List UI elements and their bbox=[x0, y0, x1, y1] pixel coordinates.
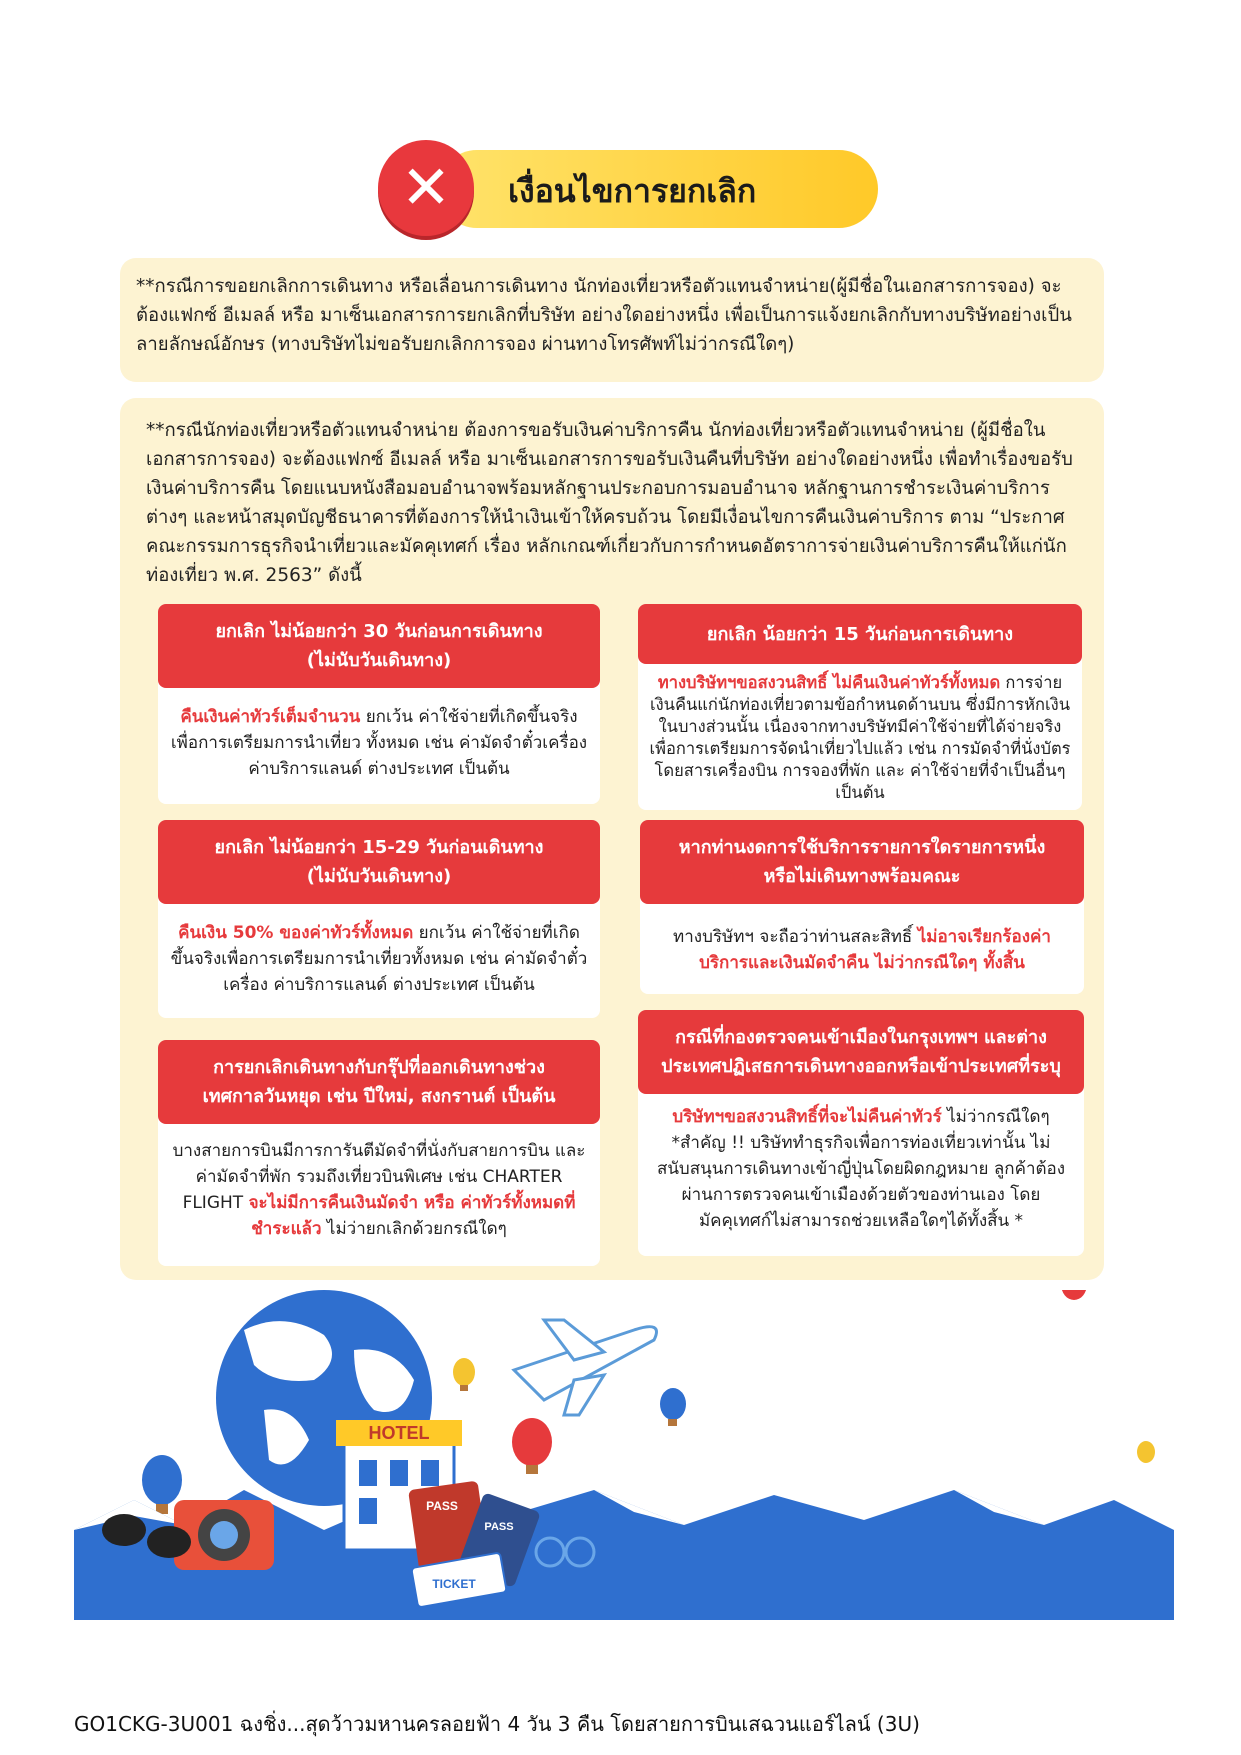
condition-card-subtitle: ประเทศปฏิเสธการเดินทางออกหรือเข้าประเทศที่ระบุ bbox=[661, 1056, 1061, 1077]
page-title: เงื่อนไขการยกเลิก bbox=[508, 172, 757, 210]
condition-card-under-15-days bbox=[638, 604, 1082, 810]
condition-text: การจ่ายเงินคืนแก่นักท่องเที่ยวตามข้อกำหนดด้านบน ซึ่งมีการหักเงินในบางส่วนนั้น เนื่องจากทางบริษัทมีค่าใช้จ่ายที่ได้จ่ายจริงเพื่อการเตรียมการจัดนำเที่ยวไปแล้ว เช่น การมัดจำที่นั่งบัตรโดยสารเครื่องบิน การจองที่พัก และ ค่าใช้จ่ายที่จำเป็นอื่นๆ เป็นต้น bbox=[649, 673, 1071, 802]
condition-card-body bbox=[168, 920, 590, 998]
condition-highlight: จะไม่มีการคืนเงินมัดจำ หรือ ค่าทัวร์ทั้งหมดที่ชำระแล้ว bbox=[248, 1193, 576, 1239]
condition-card-header bbox=[640, 820, 1084, 904]
travel-illustration bbox=[74, 1290, 1174, 1620]
condition-text: ทางบริษัทฯ จะถือว่าท่านสละสิทธิ์ bbox=[673, 927, 918, 947]
passport-label: PASS bbox=[426, 1499, 458, 1513]
condition-card-body bbox=[648, 1104, 1074, 1234]
hot-air-balloon-icon bbox=[512, 1418, 552, 1474]
condition-card-body bbox=[648, 672, 1072, 804]
condition-highlight: ทางบริษัทฯขอสงวนสิทธิ์ ไม่คืนเงินค่าทัวร์ทั้งหมด bbox=[657, 673, 1001, 692]
cancellation-notice-text: **กรณีการขอยกเลิกการเดินทาง หรือเลื่อนการเดินทาง นักท่องเที่ยวหรือตัวแทนจำหน่าย(ผู้มีชื่อในเอกสารการจอง) จะต้องแฟกซ์ อีเมลล์ หรือ มาเซ็นเอกสารการยกเลิกที่บริษัท อย่างใดอย่างหนึ่ง เพื่อเป็นการแจ้งยกเลิกกับทางบริษัทอย่างเป็นลายลักษณ์อักษร (ทางบริษัทไม่ขอรับยกเลิกการจอง ผ่านทางโทรศัพท์ไม่ว่ากรณีใดๆ) bbox=[136, 276, 1072, 355]
footer-text: GO1CKG-3U001 ฉงชิ่ง...สุดว้าวมหานครลอยฟ้า 4 วัน 3 คืน โดยสายการบินเสฉวนแอร์ไลน์ (3U) bbox=[74, 1712, 920, 1736]
condition-card-title: ยกเลิก ไม่น้อยกว่า 30 วันก่อนการเดินทาง bbox=[215, 621, 543, 642]
condition-highlight: คืนเงินค่าทัวร์เต็มจำนวน bbox=[180, 707, 361, 727]
page-header bbox=[378, 140, 878, 236]
hot-air-balloon-icon bbox=[1061, 1290, 1087, 1300]
condition-text: ไม่ว่ากรณีใดๆ *สำคัญ !! บริษัททำธุรกิจเพื่อการท่องเที่ยวเท่านั้น ไม่สนับสนุนการเดินทางเข้าญี่ปุ่นโดยผิดกฎหมาย ลูกค้าต้องผ่านการตรวจคนเข้าเมืองด้วยตัวของท่านเอง โดยมัคคุเทศก์ไม่สามารถช่วยเหลือใดๆได้ทั้งสิ้น * bbox=[656, 1107, 1066, 1231]
condition-text: บางสายการบินมีการการันตีมัดจำที่นั่งกับสายการบิน และค่ามัดจำที่พัก รวมถึงเที่ยวบินพิเศษ เช่น CHARTER FLIGHT bbox=[172, 1141, 586, 1213]
refund-notice bbox=[120, 398, 1104, 1280]
airplane-icon bbox=[514, 1320, 657, 1415]
condition-card-title: กรณีที่กองตรวจคนเข้าเมืองในกรุงเทพฯ และต่าง bbox=[675, 1027, 1047, 1048]
close-icon: ✕ bbox=[400, 153, 452, 223]
condition-card-15-29-days bbox=[158, 820, 600, 1018]
condition-card-header bbox=[158, 1040, 600, 1124]
condition-card-subtitle: หรือไม่เดินทางพร้อมคณะ bbox=[763, 866, 961, 887]
condition-card-title: ยกเลิก ไม่น้อยกว่า 15-29 วันก่อนเดินทาง bbox=[214, 837, 544, 858]
condition-card-title: ยกเลิก น้อยกว่า 15 วันก่อนการเดินทาง bbox=[706, 623, 1014, 645]
condition-highlight: บริษัทฯขอสงวนสิทธิ์ที่จะไม่คืนค่าทัวร์ bbox=[672, 1107, 942, 1127]
condition-highlight: ไม่อาจเรียกร้องค่าบริการและเงินมัดจำคืน ไม่ว่ากรณีใดๆ ทั้งสิ้น bbox=[699, 927, 1051, 973]
condition-card-30-days bbox=[158, 604, 600, 804]
condition-card-title: การยกเลิกเดินทางกับกรุ๊ปที่ออกเดินทางช่วง bbox=[213, 1057, 545, 1078]
ticket-label: TICKET bbox=[432, 1577, 476, 1591]
condition-text: ไม่ว่ายกเลิกด้วยกรณีใดๆ bbox=[321, 1219, 507, 1239]
passport-label: PASS bbox=[484, 1521, 514, 1533]
refund-notice-text: **กรณีนักท่องเที่ยวหรือตัวแทนจำหน่าย ต้องการขอรับเงินค่าบริการคืน นักท่องเที่ยวหรือตัวแทนจำหน่าย (ผู้มีชื่อในเอกสารการจอง) จะต้องแฟกซ์ อีเมลล์ หรือ มาเซ็นเอกสารการขอรับเงินคืนที่บริษัท อย่างใดอย่างหนึ่ง เพื่อทำเรื่องขอรับเงินค่าบริการคืน โดยแนบหนังสือมอบอำนาจพร้อมหลักฐานประกอบการมอบอำนาจ หลักฐานการชำระเงินค่าบริการต่างๆ และหน้าสมุดบัญชีธนาคารที่ต้องการให้นำเงินเข้าให้ครบถ้วน โดยมีเงื่อนไขการคืนเงินค่าบริการ ตาม “ประกาศคณะกรรมการธุรกิจนำเที่ยวและมัคคุเทศก์ เรื่อง หลักเกณฑ์เกี่ยวกับการกำหนดอัตราการจ่ายเงินค่าบริการคืนให้แก่นักท่องเที่ยว พ.ศ. 2563” ดังนี้ bbox=[146, 420, 1073, 586]
condition-text: ยกเว้น ค่าใช้จ่ายที่เกิดขึ้นจริงเพื่อการเตรียมการนำเที่ยว ทั้งหมด เช่น ค่ามัดจำตั๋วเครื่อง ค่าบริการแลนด์ ต่างประเทศ เป็นต้น bbox=[170, 707, 588, 779]
condition-card-subtitle: (ไม่นับวันเดินทาง) bbox=[306, 650, 452, 671]
travel-scene-svg bbox=[74, 1290, 1174, 1620]
cancellation-notice bbox=[120, 258, 1104, 382]
condition-card-header bbox=[158, 820, 600, 904]
condition-highlight: คืนเงิน 50% ของค่าทัวร์ทั้งหมด bbox=[178, 923, 414, 943]
condition-card-header bbox=[158, 604, 600, 688]
condition-card-header bbox=[638, 1010, 1084, 1094]
condition-card-title: หากท่านงดการใช้บริการรายการใดรายการหนึ่ง bbox=[678, 837, 1046, 858]
condition-card-body bbox=[650, 924, 1074, 976]
hot-air-balloon-icon bbox=[1137, 1441, 1155, 1463]
hot-air-balloon-icon bbox=[453, 1358, 475, 1391]
hotel-sign: HOTEL bbox=[368, 1423, 430, 1443]
condition-card-body bbox=[168, 1138, 590, 1242]
condition-card-skip-service bbox=[640, 820, 1084, 994]
condition-card-subtitle: เทศกาลวันหยุด เช่น ปีใหม่, สงกรานต์ เป็นต้น bbox=[202, 1086, 556, 1107]
condition-card-holiday-groups bbox=[158, 1040, 600, 1266]
condition-card-immigration bbox=[638, 1010, 1084, 1256]
condition-card-subtitle: (ไม่นับวันเดินทาง) bbox=[306, 866, 452, 887]
hot-air-balloon-icon bbox=[660, 1388, 686, 1426]
condition-card-header bbox=[638, 604, 1082, 664]
camera-icon bbox=[174, 1500, 274, 1570]
condition-text: ยกเว้น ค่าใช้จ่ายที่เกิดขึ้นจริงเพื่อการเตรียมการนำเที่ยวทั้งหมด เช่น ค่ามัดจำตั๋วเครื่อง ค่าบริการแลนด์ ต่างประเทศ เป็นต้น bbox=[170, 923, 588, 995]
condition-card-body bbox=[168, 704, 590, 782]
